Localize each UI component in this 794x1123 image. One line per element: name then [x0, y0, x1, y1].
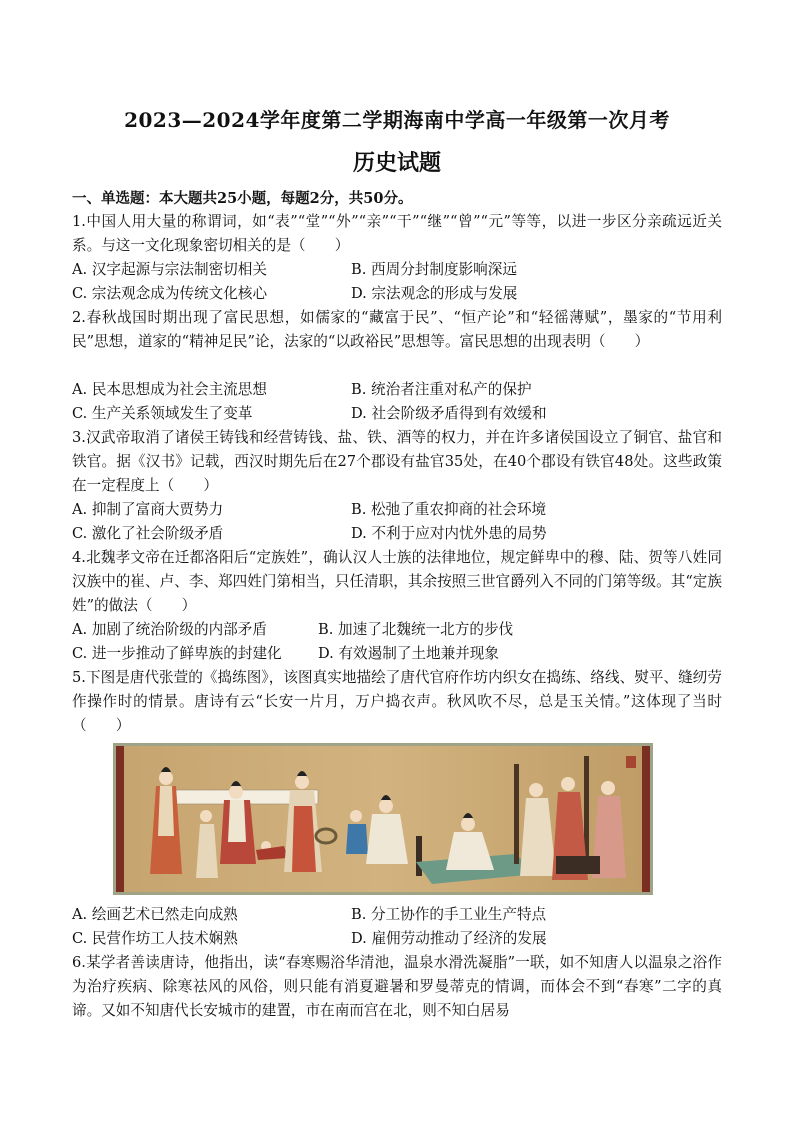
left-border	[116, 746, 124, 892]
question-3-stem: 3.汉武帝取消了诸侯王铸钱和经营铸钱、盐、铁、酒等的权力，并在许多诸侯国设立了铜官、盐官和铁官。据《汉书》记载，西汉时期先后在27个郡设有盐官35处，在40个郡设有铁官48处。这些政策在一定程度上（ ）	[72, 429, 722, 494]
question-3-option-c: C. 激化了社会阶级矛盾	[72, 525, 224, 542]
question-2-stem: 2.春秋战国时期出现了富民思想，如儒家的“藏富于民”、“恒产论”和“轻徭薄赋”，墨家的“节用利民”思想，道家的“精神足民”论，法家的“以政裕民”思想等。富民思想的出现表明（ ）	[72, 309, 722, 350]
question-2-option-a: A. 民本思想成为社会主流思想	[72, 381, 267, 398]
question-5-stem: 5.下图是唐代张萱的《捣练图》，该图真实地描绘了唐代官府作坊内织女在捣练、络线、熨平、缝纫劳作操作时的情景。唐诗有云“长安一片月，万户捣衣声。秋风吹不尽，总是玉关情。”这体现了当时（ ）	[72, 669, 722, 734]
question-5-option-d: D. 雇佣劳动推动了经济的发展	[351, 930, 547, 947]
mortar	[556, 856, 600, 874]
question-4-option-b: B. 加速了北魏统一北方的步伐	[318, 621, 514, 638]
question-6-stem: 6.某学者善读唐诗，他指出，读“春寒赐浴华清池，温泉水滑洗凝脂”一联，如不知唐人以温泉之浴作为治疗疾病、除寒祛风的风俗，则只能有消夏避暑和罗曼蒂克的情调，而体会不到“春寒”二字的真谛。又如不知唐代长安城市的建置，市在南而宫在北，则不知白居易	[72, 954, 722, 1019]
right-border	[642, 746, 650, 892]
seal-stamp	[626, 756, 636, 768]
section-heading: 一、单选题：本大题共25小题，每题2分，共50分。	[72, 190, 413, 207]
question-5-option-c: C. 民营作坊工人技术娴熟	[72, 930, 238, 947]
question-1-option-c: C. 宗法观念成为传统文化核心	[72, 285, 268, 302]
question-4-stem: 4.北魏孝文帝在迁都洛阳后“定族姓”，确认汉人士族的法律地位，规定鲜卑中的穆、陆、贺等八姓同汉族中的崔、卢、李、郑四姓门第相当，只任清职，其余按照三世官爵列入不同的门第等级。其“定族姓”的做法（ ）	[72, 549, 722, 614]
question-2-option-c: C. 生产关系领域发生了变革	[72, 405, 253, 422]
exam-subtitle: 历史试题	[352, 150, 441, 176]
question-1-option-a: A. 汉字起源与宗法制密切相关	[72, 261, 267, 278]
painting-illustration	[116, 746, 650, 892]
question-3-option-b: B. 松弛了重农抑商的社会环境	[351, 501, 547, 518]
exam-title: 2023—2024学年度第二学期海南中学高一年级第一次月考	[124, 108, 670, 132]
question-4-option-d: D. 有效遏制了土地兼并现象	[318, 645, 499, 662]
question-1-option-d: D. 宗法观念的形成与发展	[351, 285, 518, 302]
question-4-option-c: C. 进一步推动了鲜卑族的封建化	[72, 645, 282, 662]
question-3-option-d: D. 不利于应对内忧外患的局势	[351, 525, 547, 542]
daolian-painting	[113, 743, 653, 895]
stool	[416, 836, 422, 876]
question-2-option-b: B. 统治者注重对私产的保护	[351, 381, 532, 398]
question-1-stem: 1.中国人用大量的称谓词，如“表”“堂”“外”“亲”“干”“继”“曾”“元”等等，以进一步区分亲疏远近关系。与这一文化现象密切相关的是（ ）	[72, 213, 722, 254]
question-1-option-b: B. 西周分封制度影响深远	[351, 261, 517, 278]
question-5-option-a: A. 绘画艺术已然走向成熟	[72, 906, 238, 923]
question-4-option-a: A. 加剧了统治阶级的内部矛盾	[72, 621, 267, 638]
question-2-option-d: D. 社会阶级矛盾得到有效缓和	[351, 405, 547, 422]
question-5-option-b: B. 分工协作的手工业生产特点	[351, 906, 547, 923]
question-3-option-a: A. 抑制了富商大贾势力	[72, 501, 224, 518]
